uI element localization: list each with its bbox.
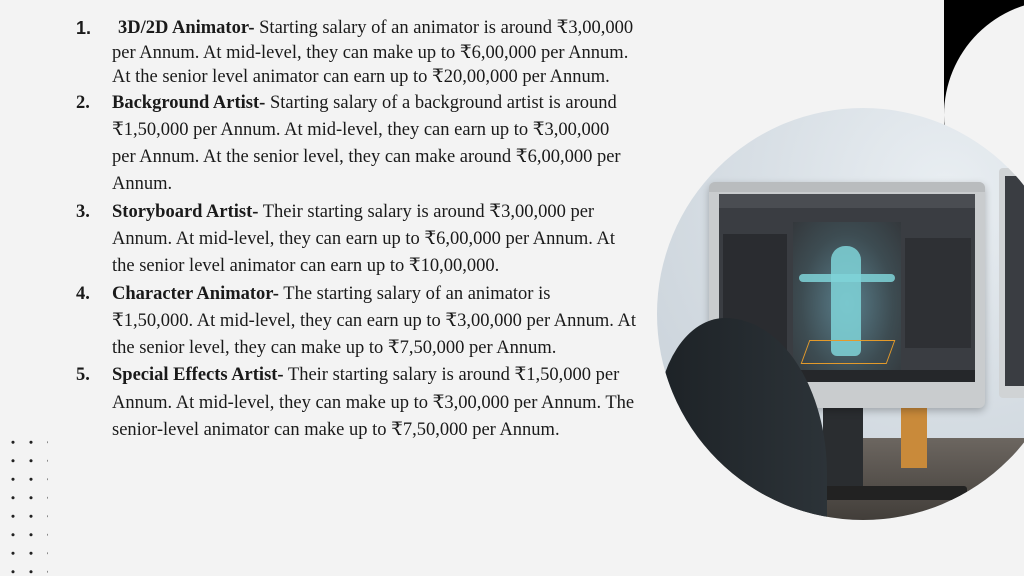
list-item-title: Background Artist- xyxy=(112,92,266,113)
desk-object xyxy=(901,408,927,468)
monitor-stand xyxy=(823,408,863,488)
list-number: 4. xyxy=(76,283,90,304)
list-item xyxy=(76,199,636,281)
keyboard xyxy=(817,486,967,500)
list-number: 2. xyxy=(76,92,90,113)
list-item xyxy=(76,281,636,363)
list-item xyxy=(76,90,636,199)
dot-grid-decoration xyxy=(4,433,48,576)
list-item-text: Their starting salary is around ₹1,50,000 per Annum. At mid-level, they can make up to ₹3,00,000 per Annum. The senior-level animator can make up to ₹7,50,000 per Annum. xyxy=(112,365,635,441)
list-item-text: Starting salary of a background artist is around ₹1,50,000 per Annum. At mid-level, they can earn up to ₹3,00,000 per Annum. At the senior level, they can make around ₹6,00,000 per Annum. xyxy=(112,92,621,195)
list-number: 1. xyxy=(76,18,92,38)
salary-list xyxy=(76,16,636,444)
list-item xyxy=(76,362,636,444)
list-number: 5. xyxy=(76,365,90,386)
3d-viewport xyxy=(793,222,901,370)
list-item-title: Character Animator- xyxy=(112,283,279,304)
list-item-text: Starting salary of an animator is around ₹3,00,000 per Annum. At mid-level, they can make up to ₹6,00,000 per Annum. At the senior level animator can earn up to ₹20,00,000 per Annum. xyxy=(112,18,634,87)
list-item-title: 3D/2D Animator- xyxy=(118,18,255,38)
list-item-title: Storyboard Artist- xyxy=(112,201,259,222)
list-item-text: Their starting salary is around ₹3,00,000 per Annum. At mid-level, they can earn up to ₹6,00,000 per Annum. At the senior level animator can earn up to ₹10,00,000. xyxy=(112,201,615,277)
list-item-text: The starting salary of an animator is ₹1,50,000. At mid-level, they can earn up to ₹3,00,000 per Annum. At the senior level, they can make up to ₹7,50,000 per Annum. xyxy=(112,283,636,359)
list-item-title: Special Effects Artist- xyxy=(112,365,284,386)
animator-workstation-photo xyxy=(657,108,1024,520)
list-number: 3. xyxy=(76,201,90,222)
second-monitor xyxy=(999,168,1024,398)
list-item xyxy=(76,16,636,90)
